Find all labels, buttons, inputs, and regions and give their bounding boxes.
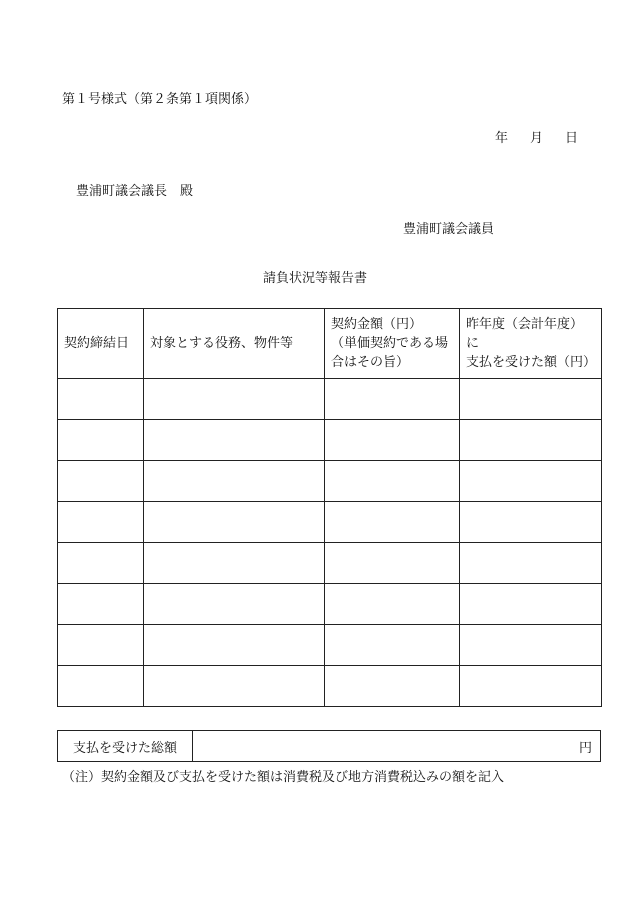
- cell-paid-last-year[interactable]: [460, 502, 602, 543]
- header-line: 合はその旨）: [331, 355, 410, 370]
- column-header-contract-date: [58, 309, 144, 379]
- table-row: [58, 379, 602, 420]
- table-row: [58, 584, 602, 625]
- total-table: [57, 730, 601, 762]
- date-line: [495, 127, 578, 146]
- cell-contract-amount[interactable]: [325, 420, 460, 461]
- cell-paid-last-year[interactable]: [460, 584, 602, 625]
- cell-paid-last-year[interactable]: [460, 543, 602, 584]
- cell-target-items[interactable]: [144, 584, 325, 625]
- cell-contract-amount[interactable]: [325, 625, 460, 666]
- table-row: [58, 502, 602, 543]
- table-row: [58, 625, 602, 666]
- date-day-label: 日: [564, 131, 578, 146]
- cell-contract-amount[interactable]: [325, 461, 460, 502]
- cell-contract-amount[interactable]: [325, 502, 460, 543]
- table-header-row: [58, 309, 602, 379]
- cell-target-items[interactable]: [144, 379, 325, 420]
- table-row: [58, 461, 602, 502]
- cell-target-items[interactable]: [144, 666, 325, 707]
- cell-target-items[interactable]: [144, 420, 325, 461]
- date-year-label: 年: [494, 131, 508, 146]
- cell-contract-date[interactable]: [58, 666, 144, 707]
- cell-target-items[interactable]: [144, 502, 325, 543]
- form-number: 第１号様式（第２条第１項関係）: [62, 92, 258, 107]
- cell-contract-date[interactable]: [58, 502, 144, 543]
- table-row: [58, 666, 602, 707]
- cell-target-items[interactable]: [144, 625, 325, 666]
- header-line: （単価契約である場: [331, 336, 449, 351]
- cell-target-items[interactable]: [144, 543, 325, 584]
- cell-contract-date[interactable]: [58, 420, 144, 461]
- table-row: [58, 543, 602, 584]
- contract-report-table: [57, 308, 602, 707]
- cell-contract-date[interactable]: [58, 461, 144, 502]
- table-row: [58, 420, 602, 461]
- header-line: 支払を受けた額（円）: [466, 355, 597, 370]
- cell-paid-last-year[interactable]: [460, 625, 602, 666]
- column-header-contract-amount: [325, 309, 460, 379]
- column-header-target-items: [144, 309, 325, 379]
- date-month-label: 月: [529, 131, 543, 146]
- header-line: 契約締結日: [64, 336, 130, 351]
- cell-contract-date[interactable]: [58, 543, 144, 584]
- cell-paid-last-year[interactable]: [460, 379, 602, 420]
- cell-contract-date[interactable]: [58, 625, 144, 666]
- cell-target-items[interactable]: [144, 461, 325, 502]
- submitter: 豊浦町議会議員: [403, 222, 495, 237]
- cell-contract-amount[interactable]: [325, 584, 460, 625]
- cell-paid-last-year[interactable]: [460, 461, 602, 502]
- cell-contract-date[interactable]: [58, 379, 144, 420]
- column-header-paid-last-year: [460, 309, 602, 379]
- header-line: 契約金額（円）: [331, 317, 423, 332]
- total-row: [58, 731, 601, 762]
- table-body: [58, 379, 602, 707]
- footnote: （注）契約金額及び支払を受けた額は消費税及び地方消費税込みの額を記入: [62, 770, 505, 785]
- header-line: 対象とする役務、物件等: [150, 336, 294, 351]
- total-amount-field[interactable]: [193, 731, 601, 762]
- header-line: 昨年度（会計年度）に: [466, 317, 584, 351]
- total-unit-label: 円: [578, 740, 592, 756]
- cell-paid-last-year[interactable]: [460, 666, 602, 707]
- cell-paid-last-year[interactable]: [460, 420, 602, 461]
- total-label: 支払を受けた総額: [58, 731, 193, 762]
- cell-contract-date[interactable]: [58, 584, 144, 625]
- addressee: 豊浦町議会議長 殿: [76, 184, 194, 199]
- cell-contract-amount[interactable]: [325, 666, 460, 707]
- document-title: 請負状況等報告書: [262, 271, 367, 286]
- cell-contract-amount[interactable]: [325, 379, 460, 420]
- cell-contract-amount[interactable]: [325, 543, 460, 584]
